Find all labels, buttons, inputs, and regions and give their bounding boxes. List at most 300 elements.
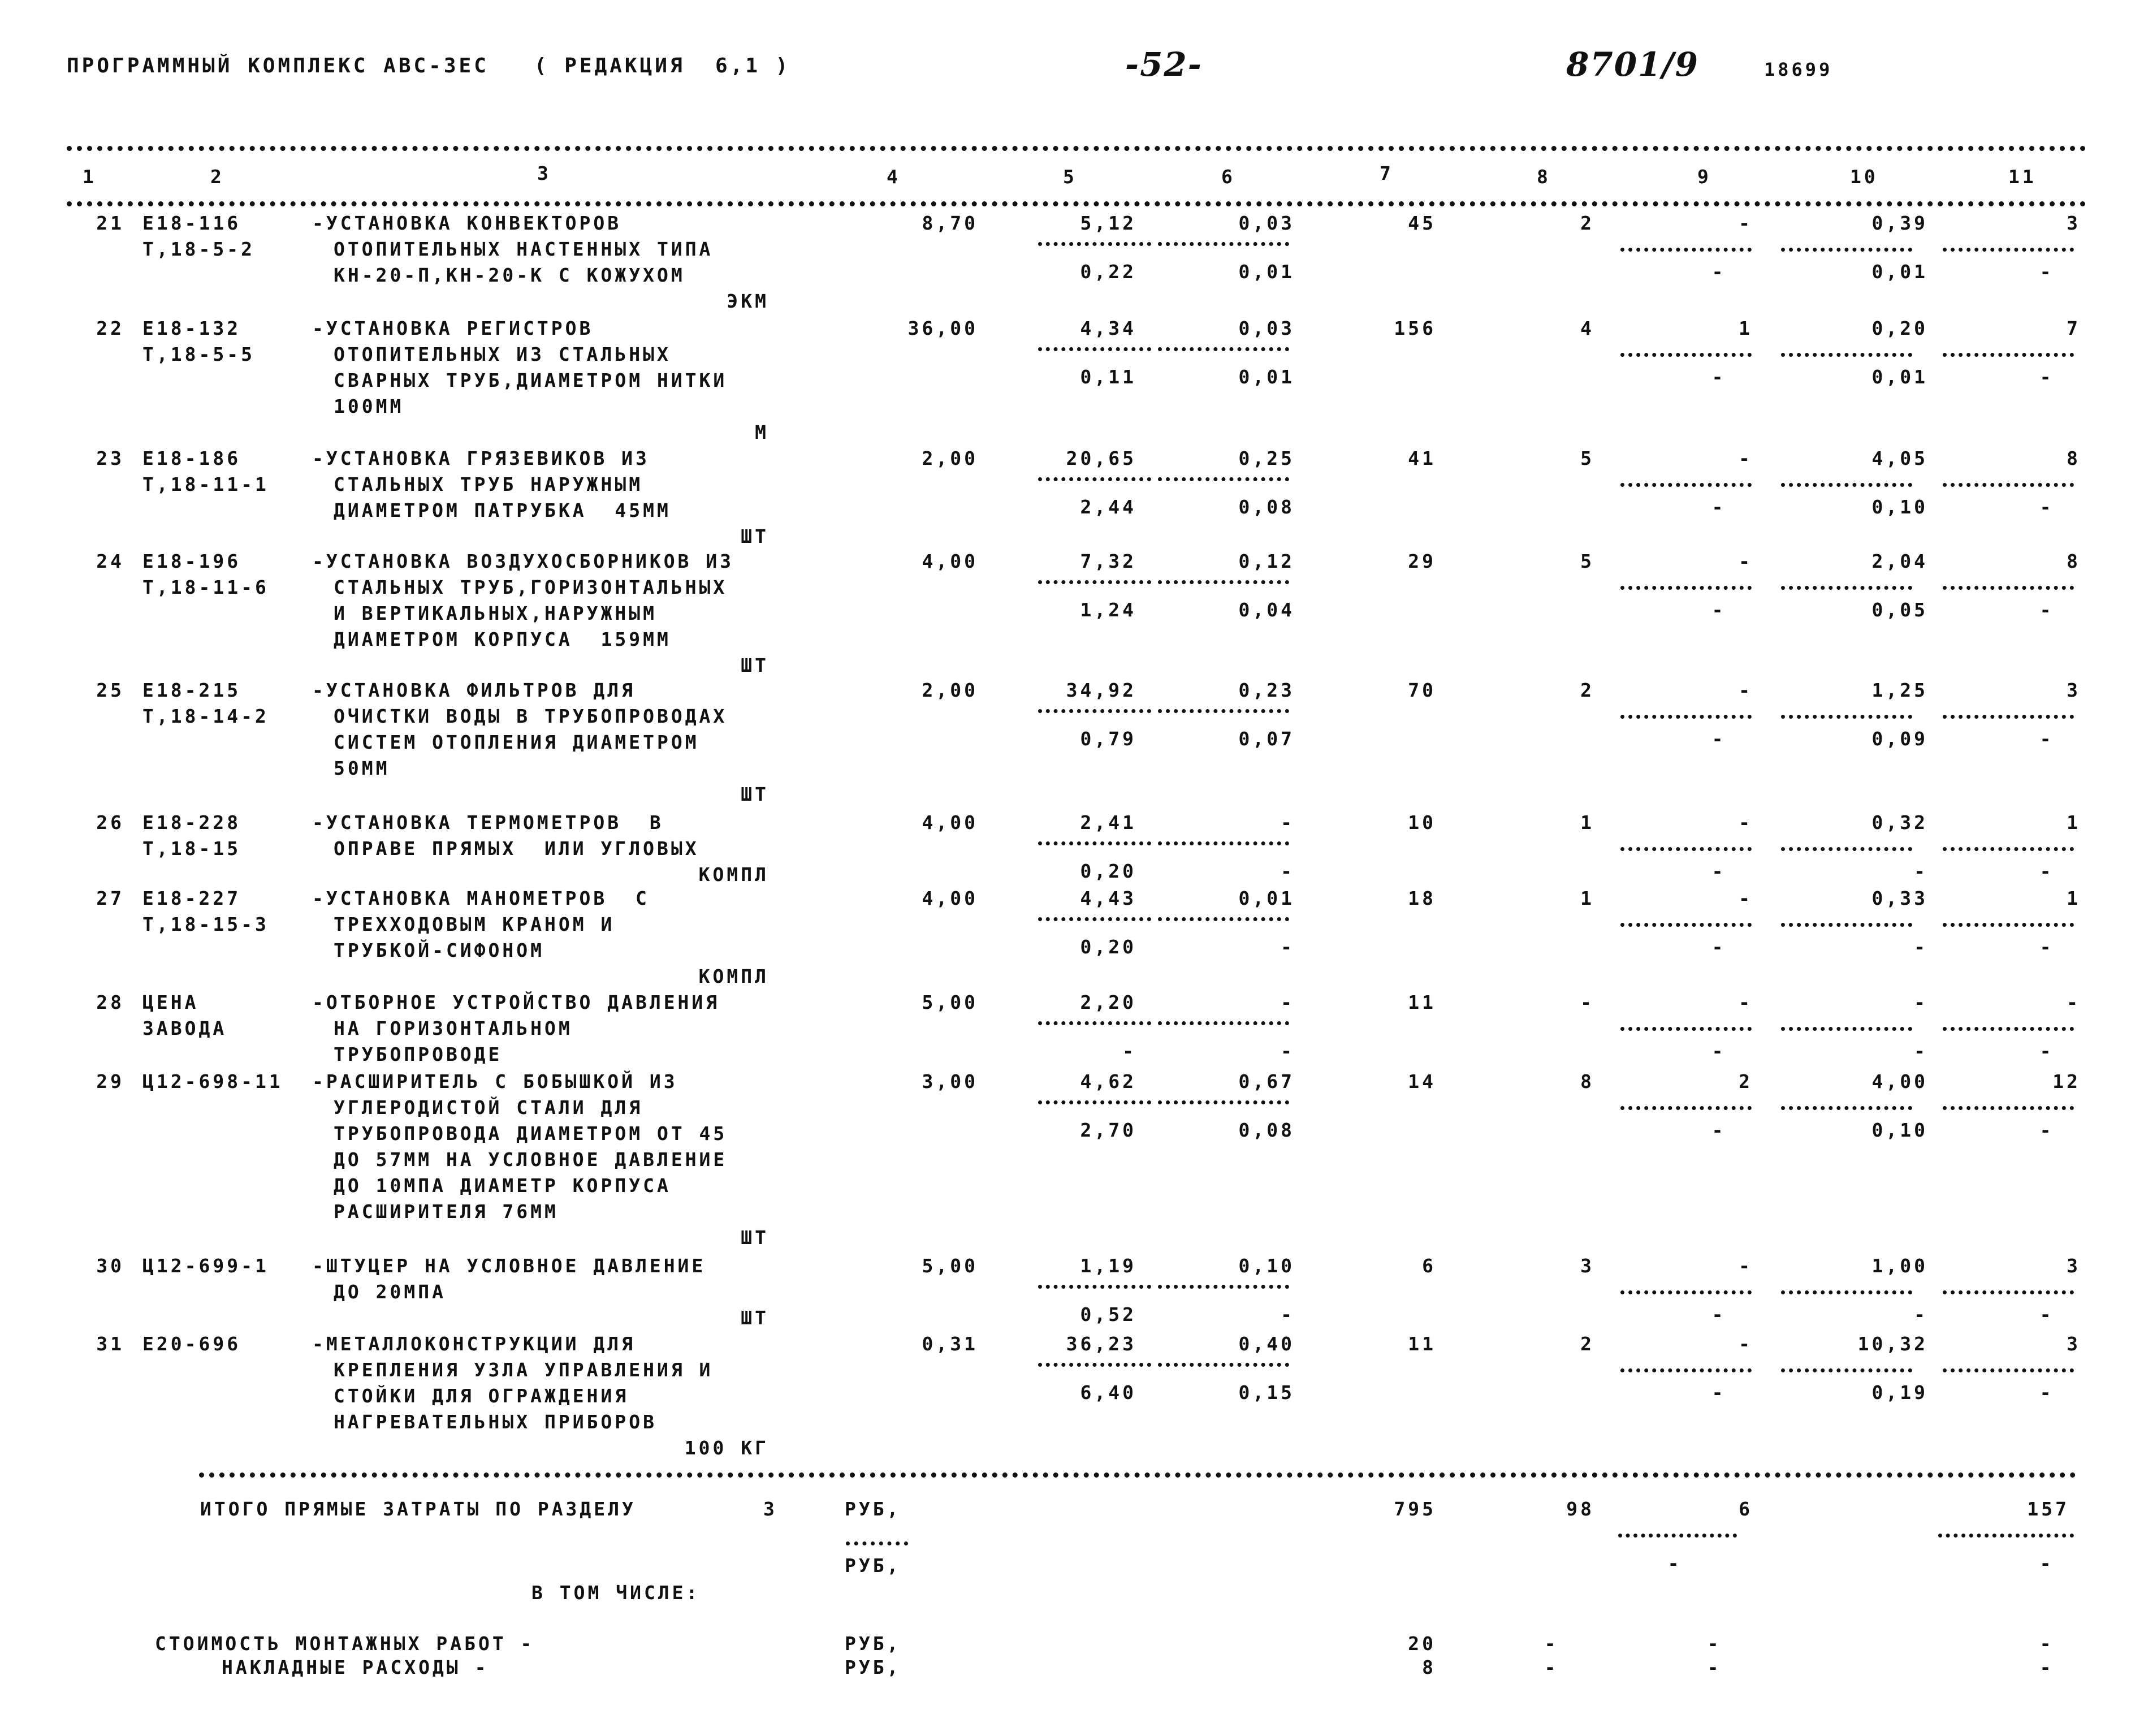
unit-machine-wages: -	[1281, 1303, 1295, 1325]
unit-machine-cost: 0,67	[1238, 1070, 1295, 1092]
labor-cost: -	[1914, 991, 1928, 1013]
unit-cost-wages: 0,11	[1080, 366, 1136, 388]
col6-rule	[1158, 477, 1289, 481]
machine-wages: -	[1711, 1040, 1726, 1062]
work-description-line: -ОТБОРНОЕ УСТРОЙСТВО ДАВЛЕНИЯ	[312, 991, 720, 1013]
work-description-line: -УСТАНОВКА ФИЛЬТРОВ ДЛЯ	[312, 679, 636, 701]
total-cost: 11	[1408, 991, 1436, 1013]
work-description-line: ДИАМЕТРОМ КОРПУСА 159ММ	[334, 628, 671, 650]
unit-cost-total: 36,23	[1066, 1333, 1136, 1355]
col9-rule	[1620, 1290, 1752, 1294]
work-description-line: КН-20-П,КН-20-К С КОЖУХОМ	[334, 264, 685, 286]
labor-total-machinists: -	[2039, 261, 2054, 283]
col11-rule	[1943, 847, 2074, 851]
labor-total: 8	[2067, 550, 2081, 572]
work-description-line: И ВЕРТИКАЛЬНЫХ,НАРУЖНЫМ	[334, 602, 657, 624]
unit-machine-cost: 0,12	[1238, 550, 1295, 572]
work-description-line: -ШТУЦЕР НА УСЛОВНОЕ ДАВЛЕНИЕ	[312, 1255, 706, 1277]
row-number: 22	[96, 317, 124, 339]
wages-total: 2	[1580, 1333, 1594, 1355]
row-number: 24	[96, 550, 124, 572]
col6-rule	[1158, 1100, 1289, 1104]
col6-rule	[1158, 580, 1289, 584]
col5-rule	[1038, 242, 1151, 246]
machine-total: -	[1739, 212, 1753, 234]
work-description-line: НАГРЕВАТЕЛЬНЫХ ПРИБОРОВ	[334, 1411, 657, 1433]
col5-rule	[1038, 347, 1151, 351]
wages-total: 1	[1580, 887, 1594, 909]
unit-machine-wages: 0,07	[1238, 728, 1295, 750]
rate-code: Е18-116	[142, 212, 241, 234]
unit-machine-wages: 0,01	[1238, 366, 1295, 388]
quantity: 5,00	[922, 991, 978, 1013]
col6-rule	[1158, 1285, 1289, 1289]
total-cost: 6	[1422, 1255, 1436, 1277]
labor-cost-machinists: 0,10	[1871, 496, 1928, 518]
totals-col11-b: -	[2039, 1552, 2054, 1574]
quantity: 0,31	[922, 1333, 978, 1355]
breakdown-col8: -	[1544, 1656, 1559, 1678]
wages-total: 5	[1580, 550, 1594, 572]
labor-total-machinists: -	[2039, 728, 2054, 750]
wages-total: 8	[1580, 1070, 1594, 1092]
rate-code-ref: ЗАВОДА	[142, 1017, 227, 1039]
machine-wages: -	[1711, 261, 1726, 283]
unit-cost-wages: 2,44	[1080, 496, 1136, 518]
breakdown-col7: 20	[1408, 1633, 1436, 1655]
work-description-line: ОТОПИТЕЛЬНЫХ ИЗ СТАЛЬНЫХ	[334, 343, 671, 365]
work-description-line: ДО 10МПА ДИАМЕТР КОРПУСА	[334, 1174, 671, 1197]
total-cost: 156	[1394, 317, 1436, 339]
quantity: 36,00	[907, 317, 978, 339]
totals-currency-rule	[846, 1541, 908, 1545]
work-description-line: -УСТАНОВКА ГРЯЗЕВИКОВ ИЗ	[312, 447, 650, 469]
unit-cost-total: 4,43	[1080, 887, 1136, 909]
unit-cost-total: 1,19	[1080, 1255, 1136, 1277]
program-title: ПРОГРАММНЫЙ КОМПЛЕКС АВС-ЗЕС ( РЕДАКЦИЯ 6,1 )	[67, 54, 791, 77]
labor-total-machinists: -	[2039, 860, 2054, 882]
col-num-9: 9	[1697, 166, 1711, 188]
rate-code: Е20-696	[142, 1333, 241, 1355]
unit-machine-cost: -	[1281, 811, 1295, 834]
rate-code: Е18-228	[142, 811, 241, 834]
col6-rule	[1158, 1021, 1289, 1025]
work-description-line: ОЧИСТКИ ВОДЫ В ТРУБОПРОВОДАХ	[334, 705, 728, 727]
unit-cost-total: 4,34	[1080, 317, 1136, 339]
unit-machine-cost: 0,03	[1238, 317, 1295, 339]
unit-machine-cost: 0,25	[1238, 447, 1295, 469]
work-description-line: 50ММ	[334, 757, 390, 779]
labor-cost-machinists: -	[1914, 860, 1928, 882]
labor-cost-machinists: 0,09	[1871, 728, 1928, 750]
total-cost: 14	[1408, 1070, 1436, 1092]
labor-cost: 4,05	[1871, 447, 1928, 469]
unit-cost-wages: 2,70	[1080, 1119, 1136, 1141]
document-number: 18699	[1764, 59, 1833, 80]
col6-rule	[1158, 242, 1289, 246]
wages-total: 2	[1580, 679, 1594, 701]
col11-rule	[1943, 248, 2074, 252]
total-cost: 18	[1408, 887, 1436, 909]
including-label: В ТОМ ЧИСЛЕ:	[531, 1582, 701, 1604]
col-num-4: 4	[887, 166, 901, 188]
col6-rule	[1158, 841, 1289, 845]
machine-total: -	[1739, 1255, 1753, 1277]
col6-rule	[1158, 917, 1289, 921]
rate-code-ref: Т,18-15-3	[142, 913, 269, 935]
unit-machine-wages: 0,01	[1238, 261, 1295, 283]
unit-cost-total: 5,12	[1080, 212, 1136, 234]
rate-code-ref: Т,18-11-6	[142, 576, 269, 598]
breakdown-col7: 8	[1422, 1656, 1436, 1678]
row-number: 29	[96, 1070, 124, 1092]
col9-rule	[1620, 1027, 1752, 1031]
unit-of-measure: КОМПЛ	[698, 863, 769, 886]
totals-currency-2: РУБ,	[845, 1554, 901, 1577]
quantity: 2,00	[922, 447, 978, 469]
col11-rule	[1943, 923, 2074, 927]
breakdown-col9: -	[1707, 1633, 1722, 1655]
col5-rule	[1038, 841, 1151, 845]
labor-total: 3	[2067, 212, 2081, 234]
unit-cost-total: 34,92	[1066, 679, 1136, 701]
labor-total: 12	[2052, 1070, 2081, 1092]
unit-of-measure: 100 КГ	[684, 1437, 769, 1459]
totals-col9: 6	[1739, 1498, 1753, 1520]
col6-rule	[1158, 709, 1289, 713]
unit-of-measure: КОМПЛ	[698, 965, 769, 987]
col10-rule	[1781, 1027, 1912, 1031]
col6-rule	[1158, 1363, 1289, 1367]
unit-cost-total: 20,65	[1066, 447, 1136, 469]
unit-machine-cost: 0,23	[1238, 679, 1295, 701]
table-top-rule	[67, 146, 2086, 151]
totals-col9-rule	[1618, 1534, 1737, 1538]
rate-code: Е18-186	[142, 447, 241, 469]
unit-cost-wages: 0,20	[1080, 860, 1136, 882]
unit-machine-wages: 0,15	[1238, 1381, 1295, 1404]
col-num-8: 8	[1537, 166, 1551, 188]
unit-machine-wages: -	[1281, 1040, 1295, 1062]
breakdown-currency: РУБ,	[845, 1656, 901, 1678]
work-description-line: КРЕПЛЕНИЯ УЗЛА УПРАВЛЕНИЯ И	[334, 1359, 714, 1381]
work-description-line: СТОЙКИ ДЛЯ ОГРАЖДЕНИЯ	[334, 1385, 629, 1407]
col9-rule	[1620, 1368, 1752, 1372]
machine-total: -	[1739, 447, 1753, 469]
total-cost: 45	[1408, 212, 1436, 234]
totals-col7: 795	[1394, 1498, 1436, 1520]
labor-total: 3	[2067, 1333, 2081, 1355]
totals-label: ИТОГО ПРЯМЫЕ ЗАТРАТЫ ПО РАЗДЕЛУ	[200, 1498, 636, 1520]
col11-rule	[1943, 353, 2074, 357]
col10-rule	[1781, 483, 1912, 487]
totals-col8: 98	[1566, 1498, 1594, 1520]
breakdown-col11: -	[2039, 1656, 2054, 1678]
labor-total-machinists: -	[2039, 1040, 2054, 1062]
work-description-line: -РАСШИРИТЕЛЬ С БОБЫШКОЙ ИЗ	[312, 1070, 678, 1092]
quantity: 5,00	[922, 1255, 978, 1277]
work-description-line: ДИАМЕТРОМ ПАТРУБКА 45ММ	[334, 499, 671, 521]
wages-total: -	[1580, 991, 1594, 1013]
unit-cost-wages: 0,79	[1080, 728, 1136, 750]
work-description-line: НА ГОРИЗОНТАЛЬНОМ	[334, 1017, 573, 1039]
col-num-10: 10	[1850, 166, 1878, 188]
total-cost: 29	[1408, 550, 1436, 572]
rate-code-ref: Т,18-11-1	[142, 473, 269, 495]
unit-machine-cost: 0,01	[1238, 887, 1295, 909]
col10-rule	[1781, 923, 1912, 927]
unit-cost-wages: 6,40	[1080, 1381, 1136, 1404]
row-number: 26	[96, 811, 124, 834]
unit-of-measure: ШТ	[741, 783, 769, 805]
labor-total: 3	[2067, 1255, 2081, 1277]
col10-rule	[1781, 715, 1912, 719]
header-bottom-rule	[67, 201, 2086, 206]
wages-total: 4	[1580, 317, 1594, 339]
unit-cost-wages: 0,52	[1080, 1303, 1136, 1325]
col-num-7: 7	[1380, 162, 1394, 184]
col5-rule	[1038, 917, 1151, 921]
work-description-line: -УСТАНОВКА РЕГИСТРОВ	[312, 317, 594, 339]
total-cost: 11	[1408, 1333, 1436, 1355]
machine-wages: -	[1711, 860, 1726, 882]
labor-cost: 0,39	[1871, 212, 1928, 234]
labor-total-machinists: -	[2039, 936, 2054, 958]
quantity: 4,00	[922, 887, 978, 909]
work-description-line: УГЛЕРОДИСТОЙ СТАЛИ ДЛЯ	[334, 1096, 643, 1119]
rate-code-ref: Т,18-5-5	[142, 343, 255, 365]
labor-cost-machinists: -	[1914, 1040, 1928, 1062]
rate-code: Ц12-699-1	[142, 1255, 269, 1277]
col5-rule	[1038, 1285, 1151, 1289]
unit-cost-total: 7,32	[1080, 550, 1136, 572]
unit-of-measure: ШТ	[741, 654, 769, 676]
col11-rule	[1943, 1290, 2074, 1294]
labor-cost: 0,32	[1871, 811, 1928, 834]
labor-total-machinists: -	[2039, 1119, 2054, 1141]
work-description-line: РАСШИРИТЕЛЯ 76ММ	[334, 1200, 559, 1223]
row-number: 30	[96, 1255, 124, 1277]
col9-rule	[1620, 923, 1752, 927]
work-description-line: -МЕТАЛЛОКОНСТРУКЦИИ ДЛЯ	[312, 1333, 636, 1355]
unit-cost-wages: 1,24	[1080, 599, 1136, 621]
wages-total: 2	[1580, 212, 1594, 234]
unit-machine-cost: 0,40	[1238, 1333, 1295, 1355]
total-cost: 70	[1408, 679, 1436, 701]
col9-rule	[1620, 248, 1752, 252]
labor-total: 1	[2067, 811, 2081, 834]
machine-total: -	[1739, 1333, 1753, 1355]
quantity: 3,00	[922, 1070, 978, 1092]
machine-total: -	[1739, 679, 1753, 701]
col10-rule	[1781, 847, 1912, 851]
machine-wages: -	[1711, 1119, 1726, 1141]
col10-rule	[1781, 248, 1912, 252]
row-number: 31	[96, 1333, 124, 1355]
row-number: 21	[96, 212, 124, 234]
breakdown-col8: -	[1544, 1633, 1559, 1655]
labor-cost-machinists: 0,01	[1871, 261, 1928, 283]
col-num-2: 2	[210, 166, 224, 188]
work-description-line: -УСТАНОВКА ВОЗДУХОСБОРНИКОВ ИЗ	[312, 550, 734, 572]
col11-rule	[1943, 1027, 2074, 1031]
machine-wages: -	[1711, 1381, 1726, 1404]
unit-cost-total: 4,62	[1080, 1070, 1136, 1092]
col5-rule	[1038, 580, 1151, 584]
unit-machine-wages: -	[1281, 936, 1295, 958]
row-number: 28	[96, 991, 124, 1013]
col10-rule	[1781, 586, 1912, 590]
quantity: 8,70	[922, 212, 978, 234]
labor-total-machinists: -	[2039, 366, 2054, 388]
machine-total: 2	[1739, 1070, 1753, 1092]
page-number: -52-	[1125, 45, 1203, 84]
wages-total: 1	[1580, 811, 1594, 834]
totals-col11: 157	[2027, 1498, 2069, 1520]
row-number: 25	[96, 679, 124, 701]
labor-cost-machinists: 0,05	[1871, 599, 1928, 621]
col-num-5: 5	[1063, 166, 1077, 188]
quantity: 4,00	[922, 811, 978, 834]
col9-rule	[1620, 847, 1752, 851]
labor-total: 8	[2067, 447, 2081, 469]
labor-cost: 10,32	[1857, 1333, 1928, 1355]
labor-cost-machinists: -	[1914, 936, 1928, 958]
work-description-line: ТРУБОПРОВОДЕ	[334, 1043, 503, 1065]
unit-machine-cost: 0,10	[1238, 1255, 1295, 1277]
quantity: 2,00	[922, 679, 978, 701]
rate-code: Е18-132	[142, 317, 241, 339]
unit-machine-cost: 0,03	[1238, 212, 1295, 234]
col11-rule	[1943, 1106, 2074, 1110]
unit-cost-total: 2,41	[1080, 811, 1136, 834]
unit-machine-wages: 0,08	[1238, 496, 1295, 518]
labor-total-machinists: -	[2039, 1381, 2054, 1404]
machine-total: -	[1739, 550, 1753, 572]
quantity: 4,00	[922, 550, 978, 572]
unit-machine-wages: 0,04	[1238, 599, 1295, 621]
totals-col11-rule	[1938, 1534, 2074, 1538]
work-description-line: ДО 20МПА	[334, 1281, 446, 1303]
col9-rule	[1620, 483, 1752, 487]
total-cost: 10	[1408, 811, 1436, 834]
col9-rule	[1620, 353, 1752, 357]
unit-machine-wages: -	[1281, 860, 1295, 882]
rate-code: Е18-227	[142, 887, 241, 909]
breakdown-currency: РУБ,	[845, 1633, 901, 1655]
labor-cost-machinists: -	[1914, 1303, 1928, 1325]
labor-cost-machinists: 0,10	[1871, 1119, 1928, 1141]
col-num-3: 3	[537, 162, 551, 184]
col5-rule	[1038, 477, 1151, 481]
work-description-line: СТАЛЬНЫХ ТРУБ,ГОРИЗОНТАЛЬНЫХ	[334, 576, 728, 598]
col9-rule	[1620, 1106, 1752, 1110]
rate-code: ЦЕНА	[142, 991, 199, 1013]
labor-total-machinists: -	[2039, 496, 2054, 518]
unit-of-measure: М	[755, 421, 769, 443]
work-description-line: ТРЕХХОДОВЫМ КРАНОМ И	[334, 913, 615, 935]
breakdown-label: НАКЛАДНЫЕ РАСХОДЫ -	[222, 1656, 489, 1678]
breakdown-col9: -	[1707, 1656, 1722, 1678]
rate-code-ref: Т,18-15	[142, 837, 241, 860]
work-description-line: -УСТАНОВКА КОНВЕКТОРОВ	[312, 212, 622, 234]
labor-total-machinists: -	[2039, 1303, 2054, 1325]
col5-rule	[1038, 1100, 1151, 1104]
unit-cost-wages: 0,20	[1080, 936, 1136, 958]
col-num-1: 1	[83, 166, 97, 188]
labor-cost: 2,04	[1871, 550, 1928, 572]
totals-currency: РУБ,	[845, 1498, 901, 1520]
col5-rule	[1038, 709, 1151, 713]
col11-rule	[1943, 1368, 2074, 1372]
labor-cost: 1,00	[1871, 1255, 1928, 1277]
col9-rule	[1620, 715, 1752, 719]
col10-rule	[1781, 1290, 1912, 1294]
work-description-line: ОПРАВЕ ПРЯМЫХ ИЛИ УГЛОВЫХ	[334, 837, 699, 860]
machine-wages: -	[1711, 366, 1726, 388]
col-num-11: 11	[2008, 166, 2037, 188]
col6-rule	[1158, 347, 1289, 351]
unit-machine-wages: 0,08	[1238, 1119, 1295, 1141]
work-description-line: СИСТЕМ ОТОПЛЕНИЯ ДИАМЕТРОМ	[334, 731, 699, 753]
totals-section: 3	[763, 1498, 777, 1520]
col11-rule	[1943, 483, 2074, 487]
machine-total: -	[1739, 991, 1753, 1013]
work-description-line: 100ММ	[334, 395, 404, 417]
col10-rule	[1781, 1106, 1912, 1110]
unit-of-measure: ШТ	[741, 1227, 769, 1249]
work-description-line: ДО 57ММ НА УСЛОВНОЕ ДАВЛЕНИЕ	[334, 1148, 728, 1171]
breakdown-col11: -	[2039, 1633, 2054, 1655]
work-description-line: -УСТАНОВКА МАНОМЕТРОВ С	[312, 887, 650, 909]
labor-cost: 0,20	[1871, 317, 1928, 339]
rate-code: Е18-215	[142, 679, 241, 701]
unit-cost-wages: -	[1122, 1040, 1136, 1062]
unit-cost-wages: 0,22	[1080, 261, 1136, 283]
machine-wages: -	[1711, 936, 1726, 958]
labor-cost: 4,00	[1871, 1070, 1928, 1092]
row-number: 27	[96, 887, 124, 909]
labor-cost-machinists: 0,01	[1871, 366, 1928, 388]
wages-total: 5	[1580, 447, 1594, 469]
col10-rule	[1781, 353, 1912, 357]
labor-total-machinists: -	[2039, 599, 2054, 621]
unit-of-measure: ШТ	[741, 1307, 769, 1329]
totals-rule	[199, 1472, 2076, 1478]
rate-code: Е18-196	[142, 550, 241, 572]
labor-cost: 0,33	[1871, 887, 1928, 909]
col9-rule	[1620, 586, 1752, 590]
work-description-line: СТАЛЬНЫХ ТРУБ НАРУЖНЫМ	[334, 473, 643, 495]
work-description-line: СВАРНЫХ ТРУБ,ДИАМЕТРОМ НИТКИ	[334, 369, 728, 391]
col5-rule	[1038, 1363, 1151, 1367]
labor-cost-machinists: 0,19	[1871, 1381, 1928, 1404]
total-cost: 41	[1408, 447, 1436, 469]
row-number: 23	[96, 447, 124, 469]
unit-machine-cost: -	[1281, 991, 1295, 1013]
work-description-line: ТРУБКОЙ-СИФОНОМ	[334, 939, 545, 961]
col11-rule	[1943, 715, 2074, 719]
labor-total: 3	[2067, 679, 2081, 701]
machine-wages: -	[1711, 496, 1726, 518]
col10-rule	[1781, 1368, 1912, 1372]
work-description-line: ТРУБОПРОВОДА ДИАМЕТРОМ ОТ 45	[334, 1122, 728, 1145]
document-code: 8701/9	[1566, 45, 1699, 84]
labor-total: 7	[2067, 317, 2081, 339]
work-description-line: -УСТАНОВКА ТЕРМОМЕТРОВ В	[312, 811, 664, 834]
wages-total: 3	[1580, 1255, 1594, 1277]
unit-of-measure: ЭКМ	[727, 290, 769, 312]
